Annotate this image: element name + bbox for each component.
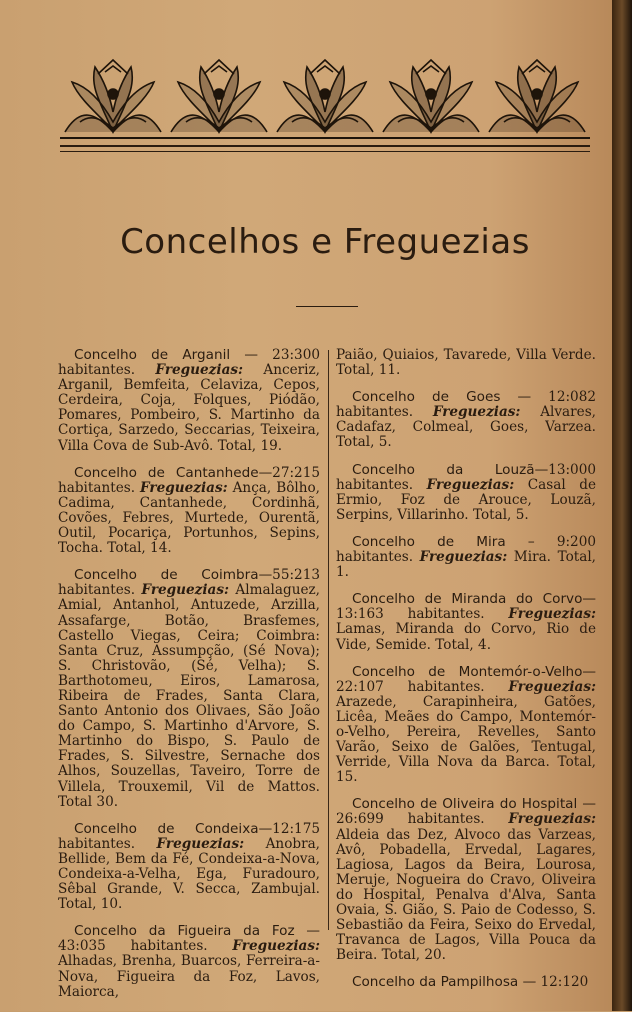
list-item: Concelho de Condeixa—12:175 habitantes. Freguezias: Anobra, Bellide, Bem da Fé, Condeixa-a-Nova, Condeixa-a-Velha, Ega, Furadouro, Sêbal Grande, V. Secca, Zambujal. Total, 10.: [58, 820, 320, 913]
list-item: Concelho de Coimbra—55:213 habitantes. Freguezias: Almalaguez, Amial, Antanhol, Antuzede, Arzilla, Assafarge, Botão, Brasfemes, Castello Viegas, Ceira; Coimbra: Santa Cruz, Assumpção, (Sé Nova); S. Christovão, (Sé, Velha); S. Barthotomeu, Eiros, Lamarosa, Ribeira de Frades, Santa Clara, Santo Antonio dos Olivaes, São João do Campo, S. Martinho d'Arvore, S. Martinho do Bispo, S. Paulo de Frades, S. Silvestre, Sernache dos Alhos, Souzellas, Taveiro, Torre de Villela, Trouxemil, Vil de Mattos. Total 30.: [58, 567, 320, 810]
list-item: Concelho de Montemór-o-Velho—22:107 habitantes. Freguezias: Arazede, Carapinheira, Gatões, Licêa, Meães do Campo, Montemór-o-Velho, Pereira, Revelles, Santo Varão, Seixo de Galões, Tentugal, Verride, Villa Nova da Barca. Total, 15.: [336, 663, 596, 786]
list-item-continuation: Paião, Quiaios, Tavarede, Villa Verde. Total, 11.: [336, 347, 596, 379]
list-item: Concelho da Louzã—13:000 habitantes. Freguezias: Casal de Ermio, Foz de Arouce, Louzã, Serpins, Villarinho. Total, 5.: [336, 461, 596, 523]
left-column: [58, 348, 320, 1012]
list-item: Concelho de Arganil — 23:300 habitantes. Freguezias: Anceriz, Arganil, Bemfeita, Celaviza, Cepos, Cerdeira, Coja, Folques, Piódão, Pomares, Pombeiro, S. Martinho da Cortiça, Sarzedo, Seccarias, Teixeira, Villa Cova de Sub-Avô. Total, 19.: [58, 347, 320, 454]
list-item: Concelho de Oliveira do Hospital — 26:699 habitantes. Freguezias: Aldeia das Dez, Alvoco das Varzeas, Avô, Pobadella, Ervedal, Lagares, Lagiosa, Lagos da Beira, Lourosa, Meruje, Nogueira do Cravo, Oliveira do Hospital, Penalva d'Alva, Santa Ovaia, S. Gião, S. Paio de Codesso, S. Sebastião da Feira, Seixo do Ervedal, Travanca de Lagos, Villa Pouca da Beira. Total, 20.: [336, 796, 596, 964]
right-column: [336, 348, 596, 1002]
list-item: Concelho de Mira – 9:200 habitantes. Freguezias: Mira. Total, 1.: [336, 533, 596, 581]
list-item: Concelho de Goes — 12:082 habitantes. Freguezias: Alvares, Cadafaz, Colmeal, Goes, Varzea. Total, 5.: [336, 389, 596, 451]
title-divider: [296, 306, 358, 307]
list-item: Concelho da Pampilhosa — 12:120: [352, 974, 589, 991]
list-item: Concelho de Cantanhede—27:215 habitantes. Freguezias: Ança, Bôlho, Cadima, Cantanhede, Cordinhã, Covões, Febres, Murtede, Ourentã, Outil, Pocariça, Portunhos, Sepins, Tocha. Total, 14.: [58, 464, 320, 557]
lotus-flower-icon: [65, 60, 161, 132]
list-item: Concelho de Miranda do Corvo—13:163 habitantes. Freguezias: Lamas, Miranda do Corvo, Rio de Vide, Semide. Total, 4.: [336, 591, 596, 653]
book-spine: [612, 0, 632, 1011]
header-double-rule: [60, 145, 590, 152]
list-item: Concelho da Figueira da Foz — 43:035 habitantes. Freguezias: Alhadas, Brenha, Buarcos, Ferreira-a-Nova, Figueira da Foz, Lavos, Maiorca,: [58, 923, 320, 1000]
column-divider: [328, 350, 329, 930]
page-title: Concelhos e Freguezias: [120, 222, 530, 262]
lotus-ornament-band: [60, 52, 590, 142]
